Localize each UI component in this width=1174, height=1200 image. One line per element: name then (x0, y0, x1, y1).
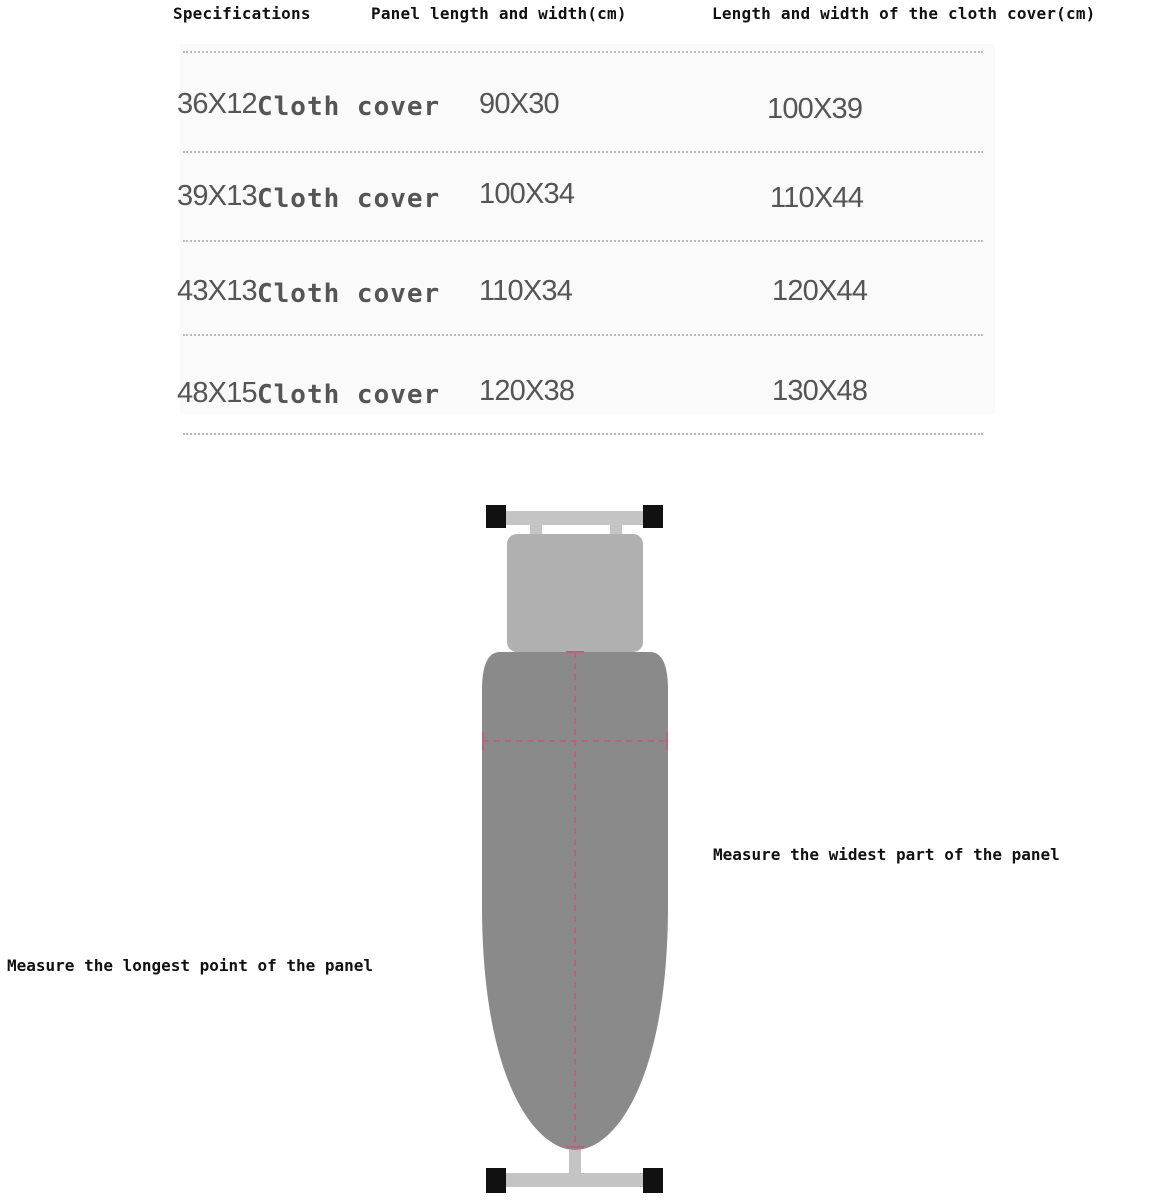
cover-size-value: 110X44 (770, 182, 864, 214)
table-row (0, 178, 1174, 228)
table-row (0, 88, 1174, 138)
table-divider (183, 334, 983, 336)
cloth-cover-label: Cloth cover (257, 279, 441, 309)
header-cover-size: Length and width of the cloth cover(cm) (712, 4, 1096, 23)
header-specifications: Specifications (173, 4, 311, 23)
spec-value: 36X12 (177, 88, 257, 120)
table-divider (183, 240, 983, 242)
cover-size-value: 100X39 (767, 93, 863, 125)
top-left-foot (486, 505, 506, 528)
caption-longest-point: Measure the longest point of the panel (7, 956, 374, 975)
spec-value: 48X15 (177, 377, 257, 409)
table-divider (183, 151, 983, 153)
table-row (0, 275, 1174, 325)
spec-value: 43X13 (177, 275, 257, 307)
top-right-foot (643, 505, 663, 528)
header-panel-size: Panel length and width(cm) (371, 4, 627, 23)
cloth-cover-label: Cloth cover (257, 92, 441, 122)
table-row (0, 375, 1174, 425)
panel-size-value: 90X30 (479, 88, 559, 120)
table-divider (183, 433, 983, 435)
bottom-frame-bar (500, 1173, 650, 1187)
bottom-right-foot (643, 1168, 663, 1193)
top-frame-bar (500, 511, 650, 525)
panel-size-value: 100X34 (479, 178, 575, 210)
spec-value: 39X13 (177, 180, 257, 212)
bottom-left-foot (486, 1168, 506, 1193)
panel-size-value: 110X34 (479, 275, 573, 307)
cover-size-value: 130X48 (772, 375, 868, 407)
ironing-board-diagram (470, 500, 680, 1200)
cloth-cover-label: Cloth cover (257, 380, 441, 410)
bottom-frame-post (569, 1150, 581, 1175)
caption-widest-part: Measure the widest part of the panel (713, 845, 1060, 864)
cover-size-value: 120X44 (772, 275, 868, 307)
iron-rest (507, 534, 643, 652)
table-divider (183, 51, 983, 53)
panel-size-value: 120X38 (479, 375, 575, 407)
cloth-cover-label: Cloth cover (257, 184, 441, 214)
